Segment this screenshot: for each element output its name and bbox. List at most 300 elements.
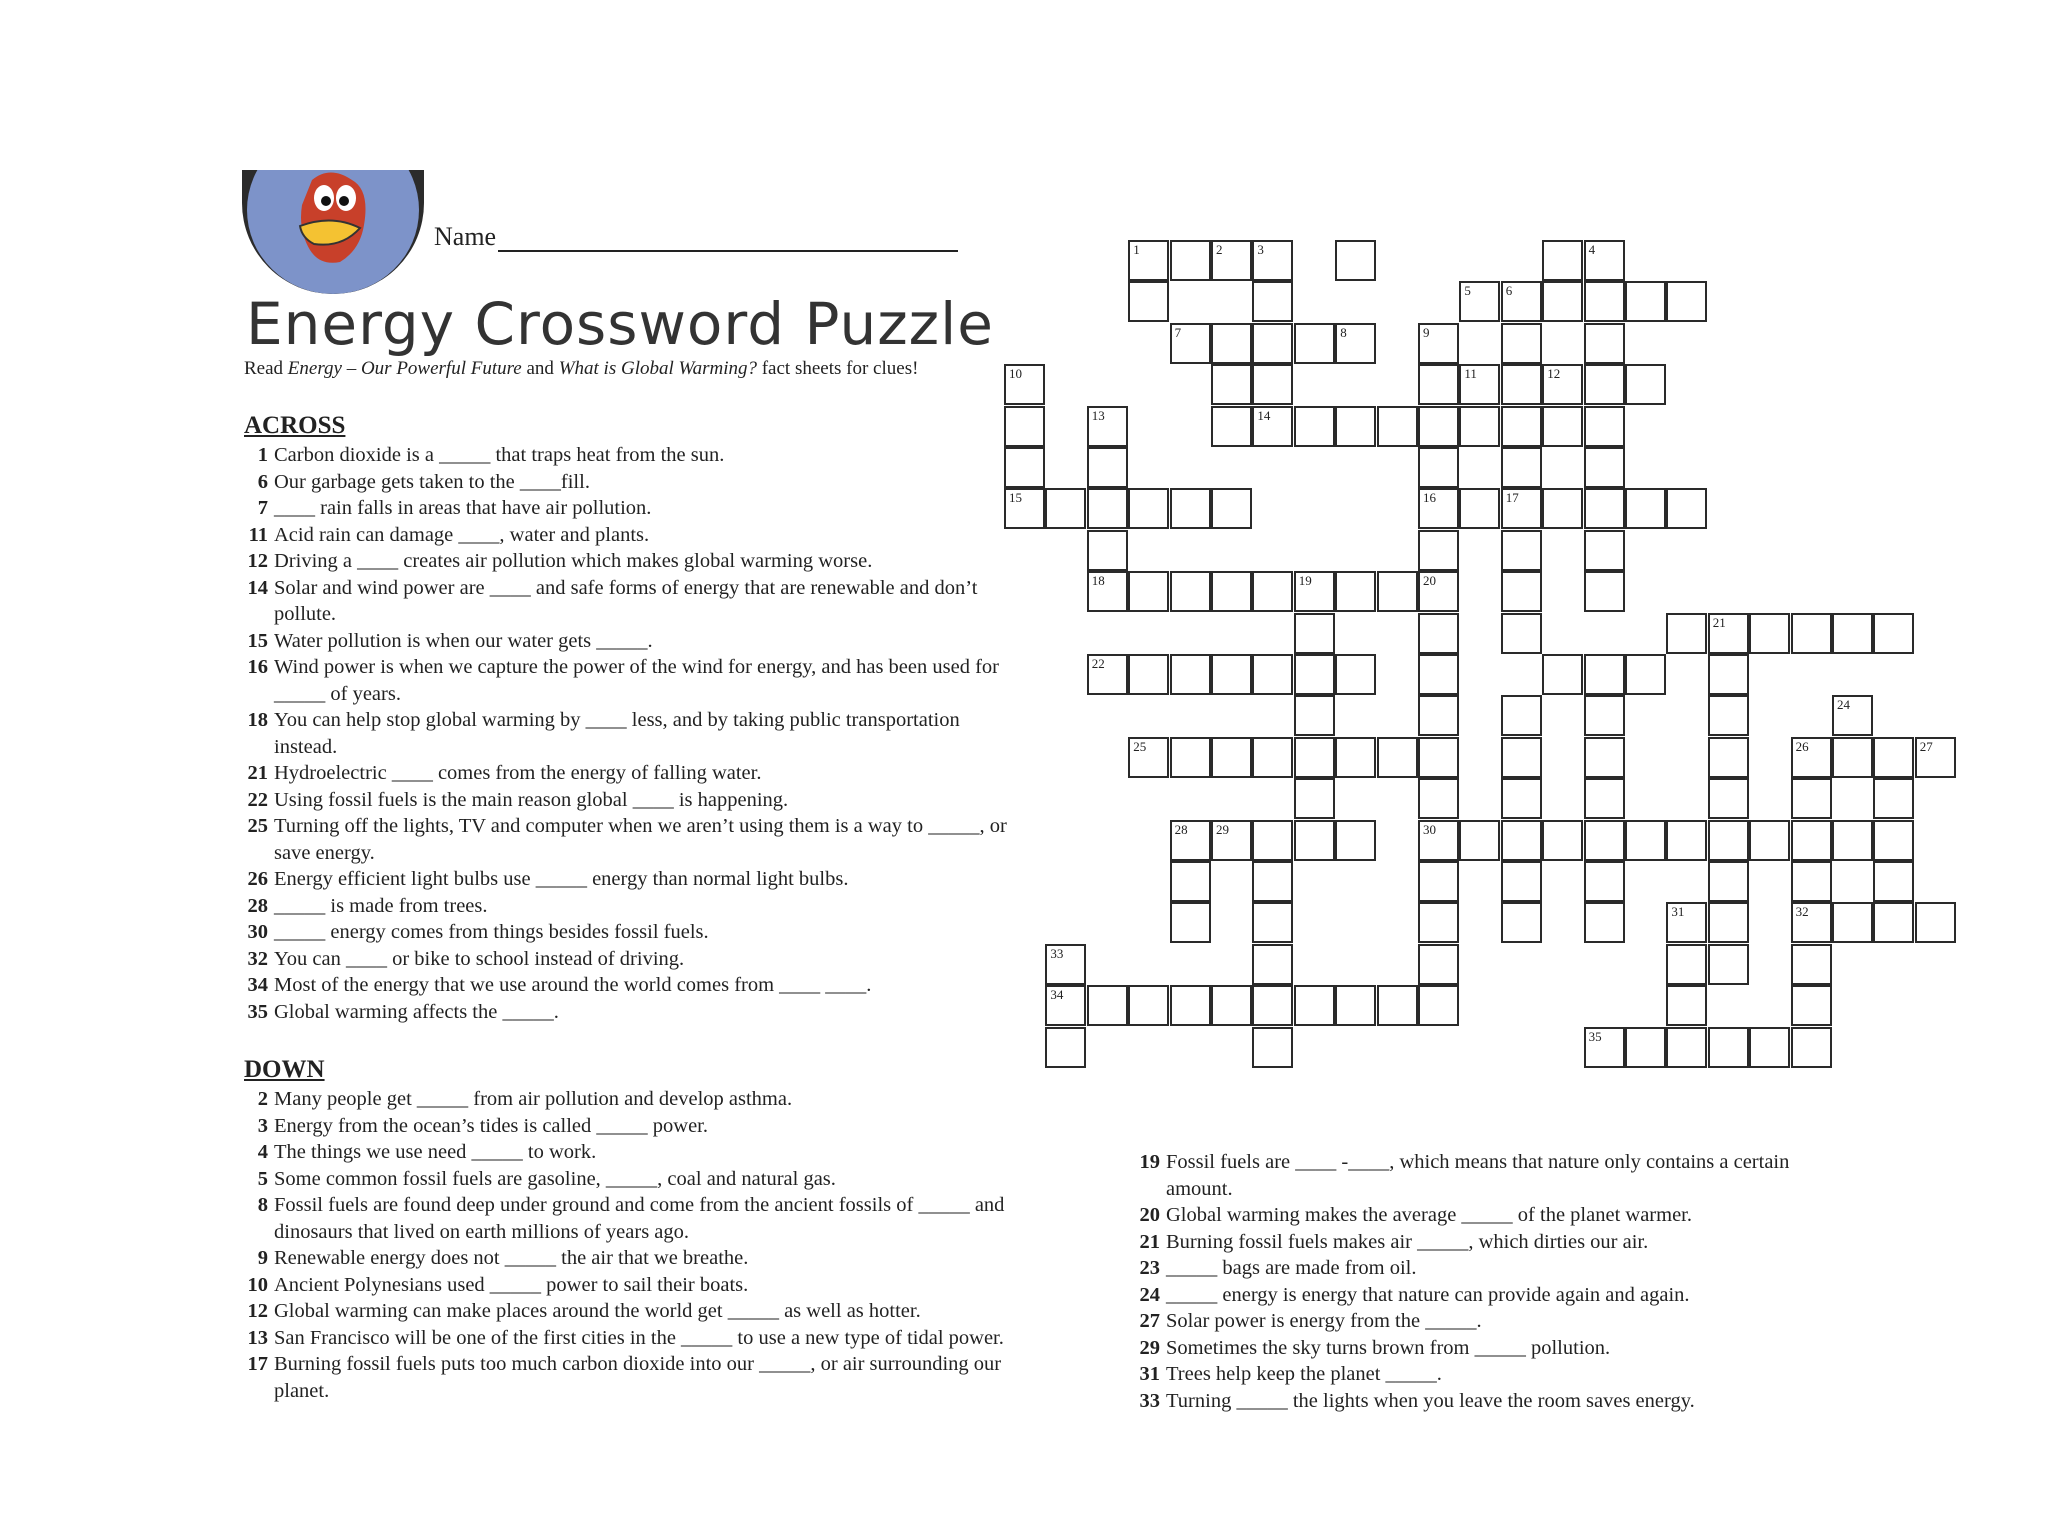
clue-text: Water pollution is when our water gets _____. <box>274 629 653 652</box>
crossword-cell[interactable] <box>1252 1027 1293 1068</box>
clue-text: Most of the energy that we use around the world comes from ____ ____. <box>274 974 872 996</box>
clue-number: 1 <box>257 444 268 466</box>
crossword-cell[interactable] <box>1791 1027 1832 1068</box>
crossword-cell[interactable] <box>1087 530 1128 571</box>
crossword-cell[interactable] <box>1045 488 1086 529</box>
clue-number: 2 <box>257 1088 268 1110</box>
crossword-cell[interactable] <box>1915 902 1956 943</box>
cell-number: 16 <box>1423 490 1436 506</box>
crossword-cell[interactable] <box>1666 613 1707 654</box>
crossword-cell[interactable] <box>1584 861 1625 902</box>
clue-item <box>244 760 1024 787</box>
crossword-cell[interactable] <box>1584 778 1625 819</box>
crossword-cell[interactable] <box>1584 530 1625 571</box>
crossword-cell[interactable] <box>1459 488 1500 529</box>
crossword-cell[interactable] <box>1832 737 1873 778</box>
crossword-cell[interactable] <box>1625 364 1666 405</box>
crossword-cell[interactable] <box>1873 613 1914 654</box>
crossword-cell[interactable] <box>1791 902 1832 943</box>
clue-number: 14 <box>247 576 268 599</box>
crossword-cell[interactable] <box>1087 447 1128 488</box>
crossword-cell[interactable] <box>1045 985 1086 1026</box>
crossword-cell[interactable] <box>1625 654 1666 695</box>
crossword-cell[interactable] <box>1377 406 1418 447</box>
cell-number: 14 <box>1257 407 1271 423</box>
crossword-cell[interactable] <box>1584 240 1625 281</box>
cell-number: 10 <box>1009 366 1022 382</box>
crossword-cell[interactable] <box>1418 530 1459 571</box>
crossword-cell[interactable] <box>1128 737 1169 778</box>
crossword-cell[interactable] <box>1708 944 1749 985</box>
clue-item <box>1136 1361 1816 1388</box>
crossword-cell[interactable] <box>1501 281 1542 322</box>
crossword-cell[interactable] <box>1625 281 1666 322</box>
clue-text: Burning fossil fuels makes air _____, which dirties our air. <box>1166 1230 1649 1253</box>
crossword-cell[interactable] <box>1087 571 1128 612</box>
clue-number: 20 <box>1139 1204 1160 1226</box>
crossword-cell[interactable] <box>1252 571 1293 612</box>
cell-number: 13 <box>1091 407 1105 423</box>
name-label: Name <box>434 222 497 251</box>
crossword-cell[interactable] <box>1708 654 1749 695</box>
crossword-cell[interactable] <box>1708 613 1749 654</box>
clue-text: Fossil fuels are ____ -____, which means that nature only contains a certain amount. <box>1166 1151 1790 1200</box>
crossword-cell[interactable] <box>1584 281 1625 322</box>
crossword-cell[interactable] <box>1542 240 1583 281</box>
crossword-cell[interactable] <box>1335 240 1376 281</box>
crossword-cell[interactable] <box>1252 902 1293 943</box>
clue-text: Solar and wind power are ____ and safe forms of energy that are renewable and don’t pollute. <box>274 576 978 625</box>
crossword-cell[interactable] <box>1584 364 1625 405</box>
crossword-cell[interactable] <box>1294 695 1335 736</box>
crossword-cell[interactable] <box>1170 240 1211 281</box>
crossword-cell[interactable] <box>1252 737 1293 778</box>
crossword-cell[interactable] <box>1749 1027 1790 1068</box>
crossword-cell[interactable] <box>1501 613 1542 654</box>
crossword-cell[interactable] <box>1873 902 1914 943</box>
clue-text: Many people get _____ from air pollution and develop asthma. <box>274 1088 793 1110</box>
duck-mascot-logo <box>242 170 424 294</box>
clue-text: Solar power is energy from the _____. <box>1166 1310 1482 1332</box>
crossword-cell[interactable] <box>1170 571 1211 612</box>
clue-text: Carbon dioxide is a _____ that traps heat from the sun. <box>274 444 725 466</box>
clue-item <box>244 1192 1024 1245</box>
clue-number: 19 <box>1139 1151 1160 1173</box>
clue-item <box>244 442 1024 469</box>
name-blank-line[interactable] <box>498 226 958 252</box>
crossword-cell[interactable] <box>1087 406 1128 447</box>
crossword-cell[interactable] <box>1252 861 1293 902</box>
crossword-cell[interactable] <box>1377 571 1418 612</box>
crossword-cell[interactable] <box>1791 944 1832 985</box>
crossword-cell[interactable] <box>1170 488 1211 529</box>
crossword-cell[interactable] <box>1211 240 1252 281</box>
crossword-cell[interactable] <box>1294 406 1335 447</box>
crossword-cell[interactable] <box>1418 944 1459 985</box>
clue-item <box>244 575 1024 628</box>
clue-item <box>244 628 1024 655</box>
crossword-cell[interactable] <box>1252 406 1293 447</box>
clue-text: Global warming makes the average _____ of the planet warmer. <box>1166 1204 1692 1226</box>
clue-item <box>244 548 1024 575</box>
crossword-cell[interactable] <box>1335 654 1376 695</box>
crossword-cell[interactable] <box>1128 571 1169 612</box>
crossword-cell[interactable] <box>1584 820 1625 861</box>
clue-item <box>244 522 1024 549</box>
cell-number: 34 <box>1050 987 1064 1003</box>
clue-text: Some common fossil fuels are gasoline, _____, coal and natural gas. <box>274 1167 836 1190</box>
crossword-cell[interactable] <box>1128 985 1169 1026</box>
crossword-cell[interactable] <box>1625 488 1666 529</box>
crossword-cell[interactable] <box>1418 488 1459 529</box>
crossword-cell[interactable] <box>1211 406 1252 447</box>
clue-number: 11 <box>248 523 268 546</box>
crossword-cell[interactable] <box>1252 944 1293 985</box>
crossword-cell[interactable] <box>1501 488 1542 529</box>
crossword-cell[interactable] <box>1666 488 1707 529</box>
crossword-cell[interactable] <box>1542 281 1583 322</box>
cell-number: 30 <box>1423 821 1436 837</box>
crossword-cell[interactable] <box>1873 820 1914 861</box>
clue-number: 31 <box>1139 1363 1160 1385</box>
crossword-cell[interactable] <box>1335 820 1376 861</box>
crossword-cell[interactable] <box>1252 281 1293 322</box>
crossword-cell[interactable] <box>1791 820 1832 861</box>
crossword-cell[interactable] <box>1418 406 1459 447</box>
cell-number: 4 <box>1588 242 1596 257</box>
crossword-cell[interactable] <box>1501 861 1542 902</box>
crossword-cell[interactable] <box>1542 364 1583 405</box>
clue-text: The things we use need _____ to work. <box>274 1141 597 1163</box>
crossword-cell[interactable] <box>1211 654 1252 695</box>
crossword-cell[interactable] <box>1087 488 1128 529</box>
crossword-cell[interactable] <box>1749 613 1790 654</box>
crossword-cell[interactable] <box>1211 737 1252 778</box>
crossword-cell[interactable] <box>1252 240 1293 281</box>
crossword-cell[interactable] <box>1252 985 1293 1026</box>
crossword-cell[interactable] <box>1211 323 1252 364</box>
clue-item <box>244 469 1024 496</box>
clue-item <box>244 1325 1024 1352</box>
down-heading: DOWN <box>244 1056 325 1083</box>
crossword-cell[interactable] <box>1170 861 1211 902</box>
crossword-cell[interactable] <box>1211 571 1252 612</box>
clue-number: 34 <box>247 974 268 996</box>
cell-number: 9 <box>1423 324 1430 340</box>
cell-number: 31 <box>1671 904 1685 920</box>
crossword-cell[interactable] <box>1211 364 1252 405</box>
crossword-cell[interactable] <box>1459 406 1500 447</box>
crossword-cell[interactable] <box>1584 654 1625 695</box>
clue-text: Sometimes the sky turns brown from _____ pollution. <box>1166 1336 1611 1359</box>
clue-text: Our garbage gets taken to the ____fill. <box>274 470 590 493</box>
clue-item <box>1136 1202 1816 1229</box>
crossword-cell[interactable] <box>1584 488 1625 529</box>
clue-number: 18 <box>247 709 268 731</box>
crossword-cell[interactable] <box>1087 654 1128 695</box>
down-clues <box>244 1054 1024 1404</box>
crossword-cell[interactable] <box>1625 1027 1666 1068</box>
crossword-cell[interactable] <box>1252 654 1293 695</box>
crossword-cell[interactable] <box>1004 364 1045 405</box>
crossword-cell[interactable] <box>1418 323 1459 364</box>
clue-item <box>1136 1308 1816 1335</box>
cell-number: 2 <box>1216 242 1223 257</box>
crossword-cell[interactable] <box>1873 861 1914 902</box>
crossword-cell[interactable] <box>1418 613 1459 654</box>
crossword-cell[interactable] <box>1418 447 1459 488</box>
crossword-cell[interactable] <box>1418 902 1459 943</box>
crossword-cell[interactable] <box>1418 985 1459 1026</box>
crossword-cell[interactable] <box>1459 364 1500 405</box>
crossword-cell[interactable] <box>1252 364 1293 405</box>
crossword-cell[interactable] <box>1252 820 1293 861</box>
crossword-cell[interactable] <box>1459 281 1500 322</box>
crossword-cell[interactable] <box>1087 985 1128 1026</box>
crossword-cell[interactable] <box>1832 902 1873 943</box>
clue-number: 7 <box>257 497 268 519</box>
crossword-cell[interactable] <box>1708 902 1749 943</box>
clue-text: Energy from the ocean’s tides is called _____ power. <box>274 1114 708 1137</box>
crossword-cell[interactable] <box>1832 695 1873 736</box>
crossword-cell[interactable] <box>1584 571 1625 612</box>
crossword-cell[interactable] <box>1708 778 1749 819</box>
crossword-cell[interactable] <box>1418 654 1459 695</box>
clue-item <box>1136 1229 1816 1256</box>
crossword-cell[interactable] <box>1045 944 1086 985</box>
crossword-cell[interactable] <box>1294 778 1335 819</box>
crossword-cell[interactable] <box>1335 323 1376 364</box>
cell-number: 35 <box>1588 1028 1602 1044</box>
crossword-cell[interactable] <box>1418 778 1459 819</box>
crossword-cell[interactable] <box>1170 902 1211 943</box>
crossword-cell[interactable] <box>1501 530 1542 571</box>
crossword-cell[interactable] <box>1708 820 1749 861</box>
clue-item <box>244 1272 1024 1299</box>
clue-number: 17 <box>247 1353 268 1375</box>
cell-number: 6 <box>1505 283 1513 299</box>
crossword-cell[interactable] <box>1708 1027 1749 1068</box>
clue-text: _____ energy is energy that nature can provide again and again. <box>1166 1283 1690 1306</box>
clue-number: 3 <box>257 1114 268 1137</box>
crossword-cell[interactable] <box>1666 820 1707 861</box>
crossword-cell[interactable] <box>1501 364 1542 405</box>
clue-number: 22 <box>247 788 268 811</box>
crossword-cell[interactable] <box>1666 902 1707 943</box>
clue-number: 10 <box>247 1273 268 1296</box>
clue-number: 35 <box>247 1000 268 1023</box>
crossword-cell[interactable] <box>1915 737 1956 778</box>
crossword-cell[interactable] <box>1666 1027 1707 1068</box>
crossword-cell[interactable] <box>1666 985 1707 1026</box>
cell-number: 28 <box>1174 821 1188 837</box>
crossword-cell[interactable] <box>1542 654 1583 695</box>
cell-number: 17 <box>1505 490 1519 506</box>
crossword-cell[interactable] <box>1625 820 1666 861</box>
crossword-cell[interactable] <box>1418 737 1459 778</box>
crossword-cell[interactable] <box>1584 1027 1625 1068</box>
across-clue-list <box>244 442 1024 1025</box>
crossword-cell[interactable] <box>1584 695 1625 736</box>
crossword-cell[interactable] <box>1418 364 1459 405</box>
crossword-cell[interactable] <box>1666 281 1707 322</box>
crossword-cell[interactable] <box>1791 778 1832 819</box>
crossword-cell[interactable] <box>1252 323 1293 364</box>
crossword-cell[interactable] <box>1832 613 1873 654</box>
clue-number: 16 <box>247 656 268 678</box>
clue-item <box>244 1351 1024 1404</box>
clue-item <box>244 972 1024 999</box>
crossword-cell[interactable] <box>1294 820 1335 861</box>
clue-text: Turning _____ the lights when you leave the room saves energy. <box>1166 1389 1695 1412</box>
cell-number: 32 <box>1795 904 1809 920</box>
crossword-cell[interactable] <box>1418 861 1459 902</box>
clue-text: You can ____ or bike to school instead of driving. <box>274 947 685 970</box>
crossword-cell[interactable] <box>1128 654 1169 695</box>
clue-text: You can help stop global warming by ____ less, and by taking public transportation instead. <box>274 709 960 758</box>
crossword-cell[interactable] <box>1294 737 1335 778</box>
clue-number: 27 <box>1139 1310 1160 1332</box>
clue-item <box>244 1298 1024 1325</box>
crossword-cell[interactable] <box>1501 406 1542 447</box>
clue-item <box>244 999 1024 1026</box>
crossword-cell[interactable] <box>1542 488 1583 529</box>
clue-item <box>244 1086 1024 1113</box>
crossword-cell[interactable] <box>1501 737 1542 778</box>
clue-text: ____ rain falls in areas that have air pollution. <box>274 497 652 519</box>
crossword-cell[interactable] <box>1211 820 1252 861</box>
crossword-cell[interactable] <box>1335 571 1376 612</box>
clue-item <box>244 787 1024 814</box>
cell-number: 24 <box>1837 697 1850 713</box>
crossword-cell[interactable] <box>1584 737 1625 778</box>
clue-number: 28 <box>247 894 268 917</box>
crossword-cell[interactable] <box>1791 861 1832 902</box>
subtitle: Read Energy – Our Powerful Future and What is Global Warming? fact sheets for clues! <box>244 358 919 379</box>
crossword-cell[interactable] <box>1501 447 1542 488</box>
crossword-cell[interactable] <box>1873 778 1914 819</box>
crossword-cell[interactable] <box>1294 985 1335 1026</box>
crossword-cell[interactable] <box>1170 654 1211 695</box>
clue-item <box>1136 1149 1816 1202</box>
cell-number: 15 <box>1009 490 1022 506</box>
clue-number: 15 <box>247 629 268 652</box>
clue-number: 25 <box>247 815 268 837</box>
crossword-cell[interactable] <box>1666 944 1707 985</box>
crossword-cell[interactable] <box>1542 406 1583 447</box>
crossword-cell[interactable] <box>1873 737 1914 778</box>
crossword-cell[interactable] <box>1377 985 1418 1026</box>
crossword-cell[interactable] <box>1170 323 1211 364</box>
clue-number: 12 <box>247 1300 268 1322</box>
crossword-cell[interactable] <box>1501 820 1542 861</box>
clue-item <box>244 1166 1024 1193</box>
crossword-cell[interactable] <box>1501 778 1542 819</box>
crossword-cell[interactable] <box>1708 695 1749 736</box>
crossword-cell[interactable] <box>1791 737 1832 778</box>
cell-number: 27 <box>1919 738 1933 754</box>
clue-number: 13 <box>247 1326 268 1349</box>
crossword-cell[interactable] <box>1294 613 1335 654</box>
crossword-cell[interactable] <box>1418 695 1459 736</box>
crossword-cell[interactable] <box>1335 985 1376 1026</box>
crossword-cell[interactable] <box>1128 488 1169 529</box>
clue-number: 32 <box>247 947 268 970</box>
crossword-cell[interactable] <box>1045 1027 1086 1068</box>
crossword-cell[interactable] <box>1501 323 1542 364</box>
cell-number: 1 <box>1133 242 1140 257</box>
crossword-cell[interactable] <box>1749 820 1790 861</box>
crossword-cell[interactable] <box>1211 488 1252 529</box>
crossword-cell[interactable] <box>1335 406 1376 447</box>
crossword-cell[interactable] <box>1377 737 1418 778</box>
clue-item <box>244 1139 1024 1166</box>
cell-number: 12 <box>1547 366 1561 382</box>
crossword-cell[interactable] <box>1542 820 1583 861</box>
clue-number: 23 <box>1139 1257 1160 1279</box>
crossword-cell[interactable] <box>1791 985 1832 1026</box>
crossword-cell[interactable] <box>1128 281 1169 322</box>
clue-text: Fossil fuels are found deep under ground and come from the ancient fossils of _____ and dinosaurs that lived on earth millions of years ago. <box>274 1194 1005 1243</box>
crossword-cell[interactable] <box>1708 737 1749 778</box>
clue-item <box>1136 1282 1816 1309</box>
crossword-cell[interactable] <box>1708 861 1749 902</box>
clue-text: _____ is made from trees. <box>274 894 488 917</box>
cell-number: 20 <box>1423 573 1436 589</box>
clue-number: 12 <box>247 550 268 572</box>
crossword-cell[interactable] <box>1170 737 1211 778</box>
crossword-cell[interactable] <box>1584 902 1625 943</box>
cell-number: 18 <box>1091 573 1105 589</box>
crossword-cell[interactable] <box>1170 985 1211 1026</box>
clue-number: 6 <box>257 470 268 493</box>
clue-item <box>244 1113 1024 1140</box>
down-clues-continued <box>1136 1149 1816 1414</box>
clue-item <box>244 866 1024 893</box>
crossword-cell[interactable] <box>1335 737 1376 778</box>
clue-text: San Francisco will be one of the first cities in the _____ to use a new type of tidal power. <box>274 1326 1004 1349</box>
clue-number: 24 <box>1139 1283 1160 1306</box>
crossword-cell[interactable] <box>1584 406 1625 447</box>
crossword-cell[interactable] <box>1294 654 1335 695</box>
across-clues <box>244 410 1024 1025</box>
crossword-cell[interactable] <box>1832 820 1873 861</box>
crossword-cell[interactable] <box>1128 240 1169 281</box>
crossword-cell[interactable] <box>1501 695 1542 736</box>
clue-number: 4 <box>257 1141 268 1163</box>
crossword-cell[interactable] <box>1791 613 1832 654</box>
crossword-cell[interactable] <box>1294 323 1335 364</box>
clue-item <box>1136 1255 1816 1282</box>
crossword-cell[interactable] <box>1584 447 1625 488</box>
crossword-cell[interactable] <box>1170 820 1211 861</box>
crossword-cell[interactable] <box>1459 820 1500 861</box>
clue-text: Global warming affects the _____. <box>274 1000 559 1023</box>
clue-item <box>1136 1388 1816 1415</box>
crossword-cell[interactable] <box>1501 571 1542 612</box>
clue-number: 21 <box>247 762 268 784</box>
crossword-cell[interactable] <box>1294 571 1335 612</box>
clue-number: 21 <box>1139 1230 1160 1253</box>
crossword-cell[interactable] <box>1418 820 1459 861</box>
clue-number: 33 <box>1139 1389 1160 1412</box>
clue-number: 26 <box>247 868 268 890</box>
clue-text: Ancient Polynesians used _____ power to sail their boats. <box>274 1273 749 1296</box>
crossword-cell[interactable] <box>1501 902 1542 943</box>
crossword-cell[interactable] <box>1418 571 1459 612</box>
crossword-cell[interactable] <box>1584 323 1625 364</box>
crossword-cell[interactable] <box>1211 985 1252 1026</box>
